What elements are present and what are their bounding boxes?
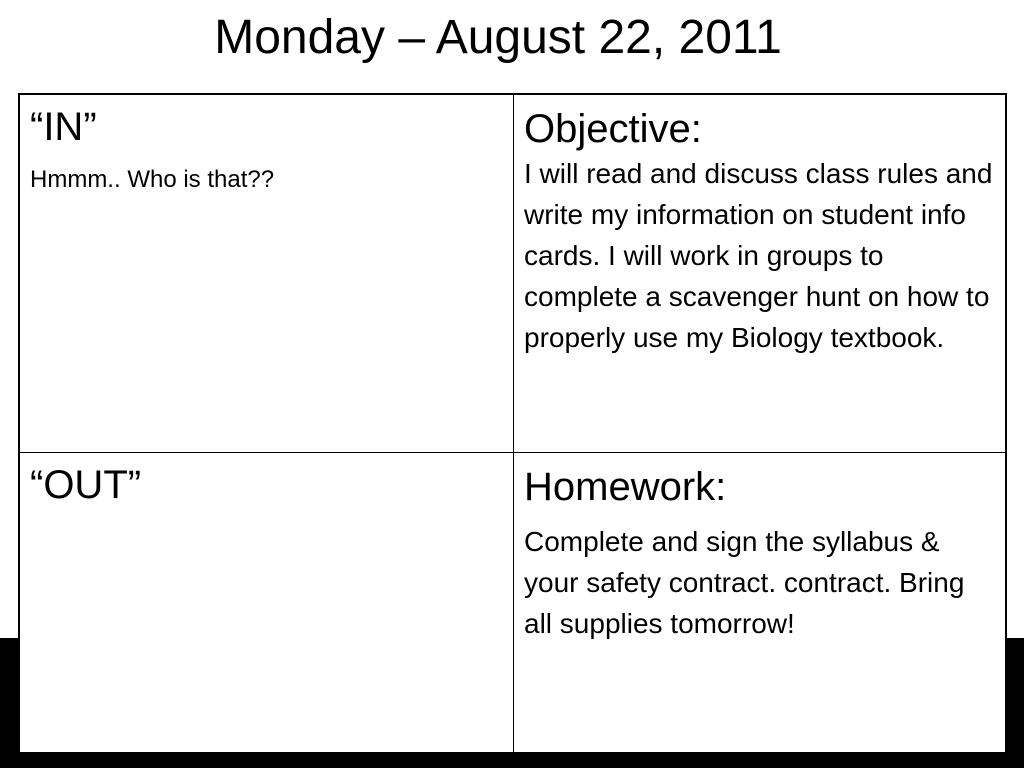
out-heading: “OUT” (30, 463, 142, 507)
slide-title: Monday – August 22, 2011 (214, 11, 782, 64)
homework-text: Complete and sign the syllabus & your safety contract. contract. Bring all supplies tomorrow! (524, 526, 965, 639)
objective-cell (514, 95, 1005, 452)
homework-heading: Homework: (524, 465, 727, 509)
objective-heading: Objective: (524, 107, 702, 151)
in-cell (20, 95, 513, 452)
objective-text: I will read and discuss class rules and write my information on student info cards. I will work in groups to complete a scavenger hunt on how to properly use my Biology textbook. (524, 158, 993, 353)
homework-cell (514, 453, 1005, 753)
in-text: Hmmm.. Who is that?? (30, 166, 275, 193)
agenda-table (18, 93, 1007, 754)
in-heading: “IN” (30, 105, 97, 149)
out-cell (20, 453, 513, 753)
